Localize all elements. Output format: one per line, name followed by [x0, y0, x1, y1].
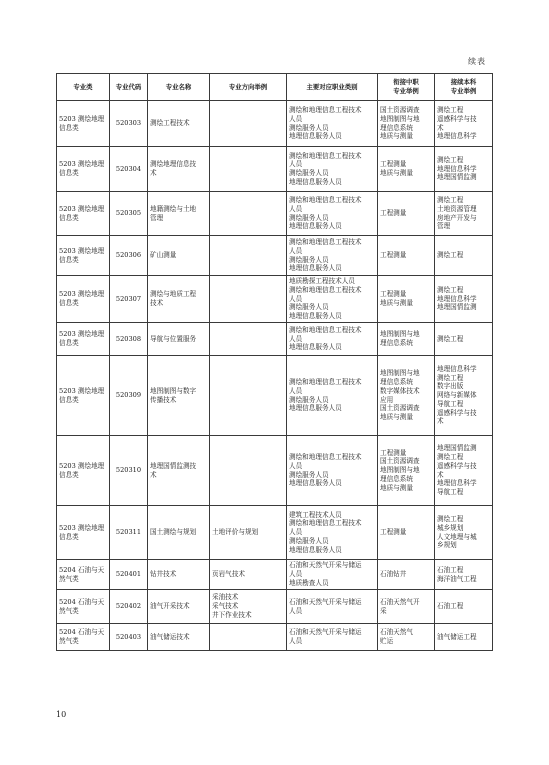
- cell-code: 520308: [110, 323, 148, 356]
- cell-undergrad: 地理国情监测 测绘工程 遥感科学与技 术 地理信息科学 导航工程: [435, 436, 493, 506]
- table-row: [57, 506, 493, 560]
- cell-direction: [210, 624, 287, 651]
- cell-undergrad: 测绘工程: [435, 323, 493, 356]
- cell-name: 油气储运技术: [148, 624, 210, 651]
- cell-category: 5203 测绘地理 信息类: [57, 506, 110, 560]
- cell-occupations: 石油和天然气开采与储运 人员 地质勘查人员: [287, 560, 378, 590]
- cell-undergrad: 地理信息科学 测绘工程 数字出版 网络与新媒体 导航工程 遥感科学与技 术: [435, 356, 493, 436]
- cell-code: 520310: [110, 436, 148, 506]
- cell-direction: 页岩气技术: [210, 560, 287, 590]
- cell-code: 520305: [110, 192, 148, 236]
- cell-name: 地图制图与数字 传播技术: [148, 356, 210, 436]
- cell-category: 5203 测绘地理 信息类: [57, 356, 110, 436]
- header-category: 专业类: [57, 74, 110, 101]
- cell-direction: [210, 436, 287, 506]
- cell-direction: 土地评价与规划: [210, 506, 287, 560]
- cell-direction: [210, 356, 287, 436]
- cell-category: 5203 测绘地理 信息类: [57, 436, 110, 506]
- table-row: [57, 192, 493, 236]
- cell-name: 矿山测量: [148, 236, 210, 276]
- cell-secondary: 工程测量 国土资源调查 地图制图与地 理信息系统 地质与测量: [378, 436, 435, 506]
- cell-direction: [210, 236, 287, 276]
- cell-name: 地理国情监测技 术: [148, 436, 210, 506]
- cell-occupations: 测绘和地理信息工程技术 人员 测绘服务人员 地理信息服务人员: [287, 101, 378, 147]
- cell-undergrad: 测绘工程 土地资源管理 房地产开发与 管理: [435, 192, 493, 236]
- cell-secondary: 工程测量: [378, 192, 435, 236]
- header-name: 专业名称: [148, 74, 210, 101]
- cell-undergrad: 油气储运工程: [435, 624, 493, 651]
- cell-code: 520401: [110, 560, 148, 590]
- cell-code: 520307: [110, 276, 148, 323]
- continuation-label: 续表: [468, 57, 486, 66]
- table-row: [57, 147, 493, 192]
- cell-occupations: 石油和天然气开采与储运 人员: [287, 624, 378, 651]
- cell-undergrad: 测绘工程 地理信息科学 地理国情监测: [435, 147, 493, 192]
- table-row: [57, 436, 493, 506]
- table-row: [57, 560, 493, 590]
- cell-occupations: 测绘和地理信息工程技术 人员 测绘服务人员 地理信息服务人员: [287, 147, 378, 192]
- cell-name: 地籍测绘与土地 管理: [148, 192, 210, 236]
- cell-category: 5204 石油与天 然气类: [57, 560, 110, 590]
- cell-secondary: 工程测量 地质与测量: [378, 276, 435, 323]
- cell-occupations: 测绘和地理信息工程技术 人员 测绘服务人员 地理信息服务人员: [287, 236, 378, 276]
- cell-occupations: 测绘和地理信息工程技术 人员 测绘服务人员 地理信息服务人员: [287, 192, 378, 236]
- table-row: [57, 323, 493, 356]
- table-row: [57, 236, 493, 276]
- page-number: 10: [56, 710, 67, 719]
- cell-undergrad: 测绘工程 城乡规划 人文地理与城 乡规划: [435, 506, 493, 560]
- cell-direction: [210, 101, 287, 147]
- header-direction: 专业方向举例: [210, 74, 287, 101]
- cell-direction: [210, 147, 287, 192]
- cell-undergrad: 石油工程 海洋油气工程: [435, 560, 493, 590]
- cell-name: 国土测绘与规划: [148, 506, 210, 560]
- cell-code: 520306: [110, 236, 148, 276]
- cell-category: 5204 石油与天 然气类: [57, 590, 110, 624]
- cell-name: 测绘与地质工程 技术: [148, 276, 210, 323]
- cell-code: 520309: [110, 356, 148, 436]
- header-occupations: 主要对应职业类别: [287, 74, 378, 101]
- cell-undergrad: 石油工程: [435, 590, 493, 624]
- cell-name: 导航与位置服务: [148, 323, 210, 356]
- header-undergrad: 接续本科 专业举例: [435, 74, 493, 101]
- cell-category: 5204 石油与天 然气类: [57, 624, 110, 651]
- cell-occupations: 地质勘探工程技术人员 测绘和地理信息工程技术 人员 测绘服务人员 地理信息服务人员: [287, 276, 378, 323]
- header-secondary: 衔接中职 专业举例: [378, 74, 435, 101]
- cell-undergrad: 测绘工程 遥感科学与技 术 地理信息科学: [435, 101, 493, 147]
- cell-occupations: 测绘和地理信息工程技术 人员 测绘服务人员 地理信息服务人员: [287, 436, 378, 506]
- cell-direction: 采油技术 采气技术 井下作业技术: [210, 590, 287, 624]
- table-row: [57, 356, 493, 436]
- table-row: [57, 624, 493, 651]
- header-code: 专业代码: [110, 74, 148, 101]
- cell-code: 520303: [110, 101, 148, 147]
- cell-occupations: 测绘和地理信息工程技术 人员 测绘服务人员 地理信息服务人员: [287, 356, 378, 436]
- table-row: [57, 101, 493, 147]
- cell-category: 5203 测绘地理 信息类: [57, 101, 110, 147]
- major-catalog-table: [56, 73, 493, 651]
- cell-secondary: 地图制图与地 理信息系统 数字媒体技术 应用 国土资源调查 地质与测量: [378, 356, 435, 436]
- cell-secondary: 石油天然气 贮运: [378, 624, 435, 651]
- table-body: [57, 101, 493, 651]
- cell-code: 520402: [110, 590, 148, 624]
- cell-category: 5203 测绘地理 信息类: [57, 276, 110, 323]
- cell-secondary: 石油天然气开 采: [378, 590, 435, 624]
- cell-secondary: 地图制图与地 理信息系统: [378, 323, 435, 356]
- table-header-row: [57, 74, 493, 101]
- cell-occupations: 石油和天然气开采与储运 人员: [287, 590, 378, 624]
- cell-direction: [210, 192, 287, 236]
- cell-secondary: 国土资源调查 地图制图与地 理信息系统 地质与测量: [378, 101, 435, 147]
- cell-direction: [210, 323, 287, 356]
- table-row: [57, 590, 493, 624]
- cell-name: 测绘工程技术: [148, 101, 210, 147]
- table-row: [57, 276, 493, 323]
- cell-undergrad: 测绘工程 地理信息科学 地理国情监测: [435, 276, 493, 323]
- cell-secondary: 工程测量: [378, 236, 435, 276]
- cell-category: 5203 测绘地理 信息类: [57, 323, 110, 356]
- cell-category: 5203 测绘地理 信息类: [57, 236, 110, 276]
- cell-name: 测绘地理信息技 术: [148, 147, 210, 192]
- cell-category: 5203 测绘地理 信息类: [57, 192, 110, 236]
- cell-undergrad: 测绘工程: [435, 236, 493, 276]
- cell-name: 钻井技术: [148, 560, 210, 590]
- cell-secondary: 石油钻井: [378, 560, 435, 590]
- cell-category: 5203 测绘地理 信息类: [57, 147, 110, 192]
- cell-code: 520311: [110, 506, 148, 560]
- cell-direction: [210, 276, 287, 323]
- cell-name: 油气开采技术: [148, 590, 210, 624]
- cell-secondary: 工程测量: [378, 506, 435, 560]
- cell-code: 520304: [110, 147, 148, 192]
- cell-secondary: 工程测量 地质与测量: [378, 147, 435, 192]
- cell-occupations: 建筑工程技术人员 测绘和地理信息工程技术 人员 测绘服务人员 地理信息服务人员: [287, 506, 378, 560]
- cell-occupations: 测绘和地理信息工程技术 人员 地理信息服务人员: [287, 323, 378, 356]
- cell-code: 520403: [110, 624, 148, 651]
